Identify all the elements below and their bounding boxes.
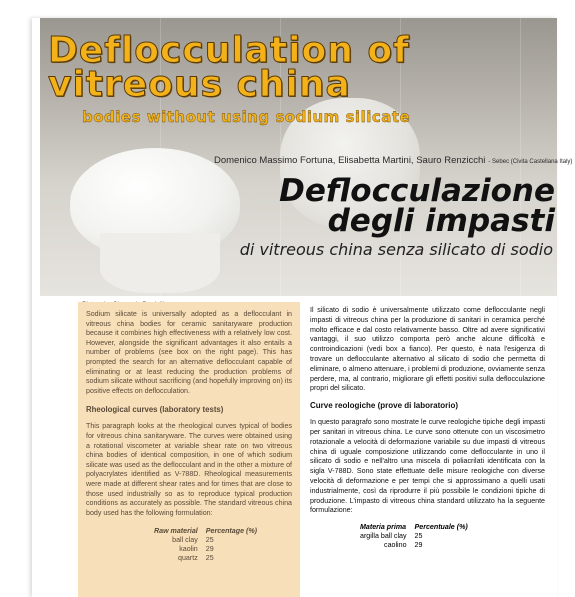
italian-section-heading: Curve reologiche (prove di laboratorio) [310, 401, 459, 411]
table-header: Percentuale (%) [414, 523, 468, 532]
italian-body: In questo paragrafo sono mostrate le curve reologiche tipiche degli impasti per sanitari in vitreous china. Le curve sono ottenute con un viscosimetro rotazionale a velocità di deformazione variabile su due impasti di vitreous china di uguale composizione utilizzando come deflocculante in uno il silicato di sodio e nell'altro una miscela di poliacrilati identificata con la sigla V-788D. Sono state effettuate delle misure reologiche con diverse velocità di deformazione e per tempi che si approssimano a quelli usati industrialmente, così da riprodurre il più possibile le condizioni tipiche di produzione. L'impasto di vitreous china standard utilizzato ha la seguente formulazione: [310, 418, 545, 515]
authors: Domenico Massimo Fortuna, Elisabetta Martini, Sauro Renzicchi [214, 155, 486, 166]
table-header: Raw material [154, 527, 198, 536]
percentage-cell: 25 [414, 532, 423, 541]
table-header: Materia prima [360, 523, 407, 532]
percentage-cell: 25 [205, 536, 214, 545]
material-cell: kaolin [179, 545, 198, 554]
author-line [214, 155, 572, 166]
italian-intro: Il silicato di sodio è universalmente utilizzato come deflocculante negli impasti di vitreous china per la produzione di sanitari in ceramica perché molto efficace e dal costo relativamente basso. Oltre ad avere significativi vantaggi, il suo utilizzo comporta però anche alcune difficoltà e controindicazioni (vedi box a fianco). Per questo, è nata l'esigenza di trovare un deflocculante alternativo al silicato di sodio che permetta di eliminare, o almeno attenuare, i problemi di produzione, ovviamente senza perdere, ma, al contrario, migliorare gli effetti positivi sulla deflocculazione propri del silicato. [310, 306, 545, 393]
table-row [150, 554, 261, 563]
italian-column [310, 306, 545, 597]
italian-title-line-1: Deflocculazione [279, 173, 555, 209]
table-row [150, 545, 261, 554]
toilet-base-shape [100, 233, 220, 293]
material-cell: caolino [384, 541, 407, 550]
english-column [78, 302, 300, 597]
percentage-cell: 29 [205, 545, 214, 554]
table-row [356, 532, 472, 541]
material-cell: quartz [178, 554, 198, 563]
percentage-cell: 29 [414, 541, 423, 550]
english-title: Deflocculation of vitreous china [48, 30, 410, 105]
english-intro: Sodium silicate is universally adopted as a deflocculant in vitreous china bodies for ceramic sanitaryware production because it combines high effectiveness with a relatively low cost. However, alongside the significant advantages it also entails a number of problems (see box on the right page). This has prompted the search for an alternative deflocculant capable of eliminating or at least reducing the production problems of sodium silicate without sacrificing (and hopefully improving on) its positive effects on deflocculation. [86, 310, 292, 395]
italian-title-line-2: degli impasti [327, 203, 555, 239]
table-row [356, 541, 472, 550]
percentage-cell: 25 [205, 554, 214, 563]
table-header: Percentage (%) [205, 527, 258, 536]
english-section-heading: Rheological curves (laboratory tests) [86, 405, 224, 415]
table-row [150, 536, 261, 545]
italian-subtitle: di vitreous china senza silicato di sodio [239, 240, 553, 259]
material-cell: argilla ball clay [360, 532, 407, 541]
english-body: This paragraph looks at the rheological curves typical of bodies for vitreous china sanitaryware. The curves were obtained using a rotational viscometer at variable shear rate on two vitreous china bodies of identical composition, in one of which sodium silicate was used as the deflocculant and in the other a mixture of polyacrylates identified as V-788D. Rheological measurements were made at different shear rates and for times that are close to those used industrially so as to reproduce typical production conditions as accurately as possible. The standard vitreous china body used has the following formulation: [86, 422, 292, 517]
italian-title [279, 173, 555, 239]
affiliation: - Sebec (Civita Castellana Italy) [488, 159, 573, 165]
italian-formulation-table [356, 523, 472, 550]
material-cell: ball clay [172, 536, 198, 545]
english-subtitle: bodies without using sodium silicate [82, 108, 411, 126]
english-formulation-table [150, 527, 261, 563]
